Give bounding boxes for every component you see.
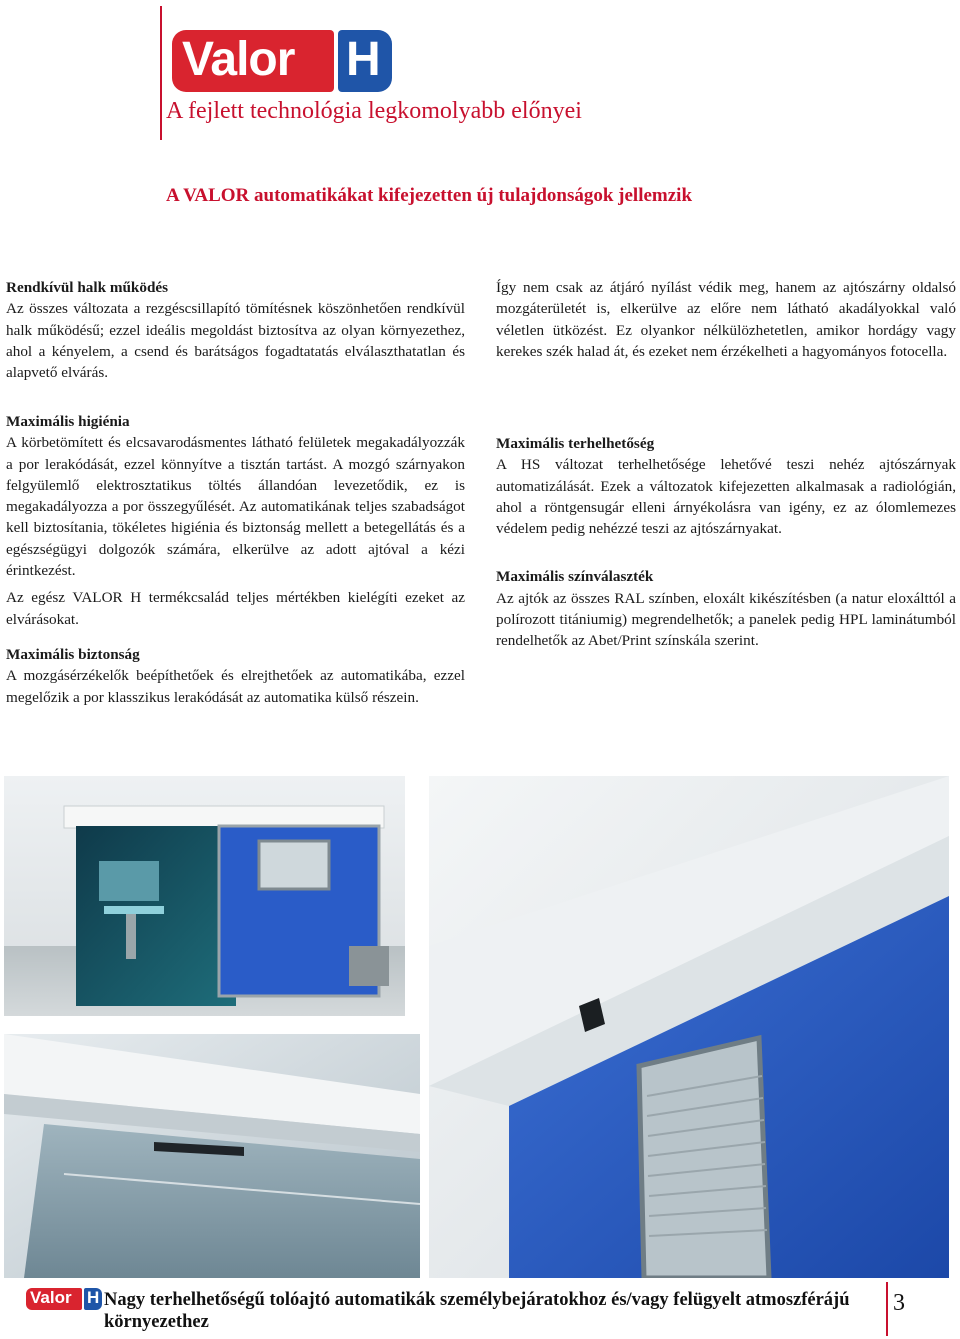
page-title: A fejlett technológia legkomolyabb előnyei [166,98,582,124]
section-heading-quiet: Rendkívül halk működés [6,279,169,296]
section-heading-load: Maximális terhelhetőség [496,435,655,452]
section-heading-colors: Maximális színválaszték [496,568,654,586]
left-column [6,277,465,383]
footer-logo-h-text: H [87,1288,100,1307]
logo-h-block [338,30,392,92]
logo-valor-text: Valor [182,33,295,86]
photo-operating-room-door [4,776,405,1016]
section-text-sensors: Így nem csak az átjáró nyílást védik meg, hanem az ajtószárny oldalsó mozgáterületét is, elkerülve az előre nem látható akadályokkal való véletlen ütközést. Ez olyankor nélkülözhetetlen, amikor hordágy vagy kerekes szék halad át, és ezeket nem érzékelheti a hagyományos fotocella. [496,279,956,360]
header-red-rule [160,6,162,140]
section-text-quiet: Az összes változata a rezgéscsillapító tömítésnek köszönhetően rendkívül halk működésű; ezzel ideális megoldást biztosítva az olyan környezethez, ahol a kényelem, a csend és barátságos fogadtatatás elválaszthatatlan és alapvető elvárás. [6,300,465,382]
photo-blue-door-corner [429,776,949,1278]
section-text-hygiene-2: Az egész VALOR H termékcsalád teljes mértékben kielégíti ezeket az elvárásokat. [6,589,465,628]
valor-h-logo [172,30,392,92]
footer-red-rule [886,1282,888,1336]
footer-logo-valor-block [26,1288,82,1310]
footer-text: Nagy terhelhetőségű tolóajtó automatikák személybejáratokhoz és/vagy felügyelt atmoszférájú környezethez [104,1290,850,1332]
photo-operator-closeup [4,1034,420,1278]
left-column-hygiene [6,411,465,708]
footer-logo [26,1288,102,1310]
right-column [496,277,956,362]
section-text-load: A HS változat terhelhetősége lehetővé teszi nehéz ajtószárnyak automatizálását. Ezek a változatok kifejezetten alkalmasak a radiológián, ahol a röntgensugár elleni árnyékolásra van igény, ez az ólomlemezes védelem pedig nehézzé teszi az ajtószárnyakat. [496,456,956,538]
right-column-load [496,433,956,652]
page-number: 3 [893,1290,905,1316]
footer-logo-h-block [84,1288,102,1310]
section-text-colors: Az ajtók az összes RAL színben, eloxált kikészítésben (a natur eloxálttól a polírozott titániumig) megrendelhetők; a panelek pedig HPL laminátumból rendelhetők az Abet/Print színskála szerint. [496,589,956,650]
logo-valor-block [172,30,334,92]
logo-h-text: H [346,33,381,86]
section-heading-safety: Maximális biztonság [6,645,140,663]
page-subtitle: A VALOR automatikákat kifejezetten új tulajdonságok jellemzik [166,185,693,206]
section-heading-hygiene: Maximális higiénia [6,413,130,430]
section-text-hygiene: A körbetömített és elcsavarodásmentes látható felületek megakadályozzák a por lerakódását, ezzel könnyítve a tisztán tartást. A mozgó szárnyakon felgyülemlő elektrosztatikus töltés állandóan levezetődik, ez is megakadályozza a por összegyűlését. Az automatikának teljes szabadságot kell biztosítania, tökéletes higiénia és biztonság mellett a betegellátás és a egészségügyi dolgozók számára, elkerülve az adott ajtóval a kézi érintkezést. [6,434,465,580]
section-text-safety: A mozgásérzékelők beépíthetőek és elrejthetőek az automatikába, ezzel megelőzik a por klasszikus lerakódását az automatika külső részein. [6,667,465,706]
footer-logo-valor-text: Valor [30,1288,72,1307]
